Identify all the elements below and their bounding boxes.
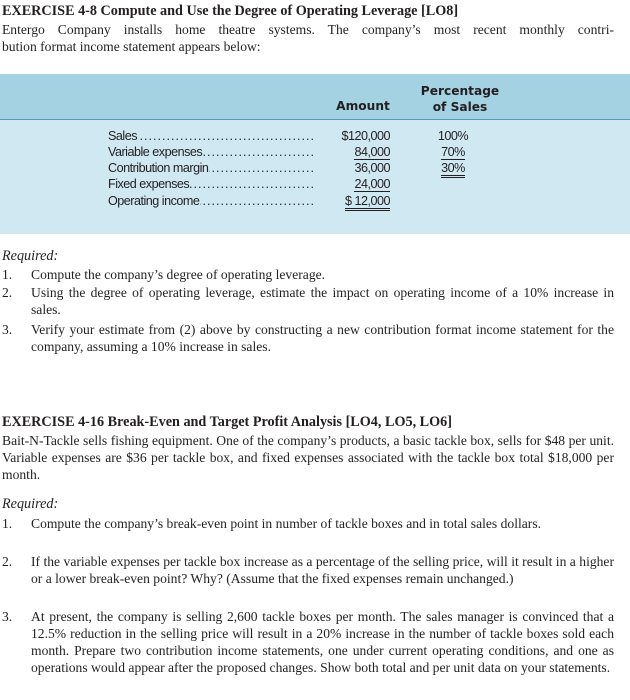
table-row [0, 145, 630, 161]
item-number: 3. [2, 322, 13, 337]
item-number: 2. [2, 554, 13, 569]
row-percent: 70% [441, 145, 465, 159]
item-text: Compute the company’s degree of operating leverage. [31, 267, 326, 282]
table-row [0, 129, 630, 145]
exercise-4-8-required-heading: Required: [2, 248, 59, 264]
row-amount: $120,000 [341, 129, 390, 143]
item-number: 3. [2, 609, 13, 624]
item-number: 1. [2, 267, 13, 282]
row-label: Operating income [108, 194, 200, 208]
item-number: 2. [2, 285, 13, 300]
exercise-4-16-required-heading: Required: [2, 496, 59, 512]
income-statement-header [0, 74, 630, 120]
column-header-amount: Amount [336, 99, 390, 113]
exercise-4-8-intro-line1: Entergo Company installs home theatre systems. The company’s most recent monthly contri- [2, 22, 614, 37]
item-number: 1. [2, 516, 13, 531]
column-header-percentage-line1: Percentage [420, 84, 500, 98]
row-amount: 24,000 [354, 177, 390, 191]
exercise-4-16-intro: Bait-N-Tackle sells fishing equipment. One of the company’s products, a basic tackle box, sells for $48 per unit. Variable expenses are $36 per tackle box, and fixed expenses associated with the tackle box total $18,000 per month. [2, 433, 614, 482]
row-amount: $ 12,000 [345, 194, 390, 211]
column-header-percentage-line2: of Sales [432, 100, 488, 114]
row-label: Variable expenses [108, 145, 203, 159]
table-row [0, 161, 630, 177]
row-label: Fixed expenses [108, 177, 190, 191]
exercise-4-8-title: EXERCISE 4-8 Compute and Use the Degree of Operating Leverage [LO8] [2, 3, 459, 19]
row-label: Sales [108, 129, 138, 143]
item-text: At present, the company is selling 2,600 tackle boxes per month. The sales manager is convinced that a 12.5% reduction in the selling price will result in a 20% increase in the number of tackle boxes sold each month. Prepare two contribution income statements, one under current operating conditions, and one as operations would appear after the proposed changes. Show both total and per unit data on your statements. [31, 609, 614, 675]
row-percent: 30% [441, 161, 465, 178]
item-text: Using the degree of operating leverage, estimate the impact on operating income of a 10% increase in sales. [31, 285, 614, 317]
exercise-4-16-title: EXERCISE 4-16 Break-Even and Target Profit Analysis [LO4, LO5, LO6] [2, 414, 452, 430]
item-text: Compute the company’s break-even point in number of tackle boxes and in total sales dollars. [31, 516, 542, 531]
exercise-4-8-intro-line2: bution format income statement appears below: [2, 39, 261, 54]
column-header-percentage [412, 83, 508, 115]
row-label: Contribution margin [108, 161, 209, 175]
row-amount: 36,000 [354, 161, 390, 175]
table-row [0, 177, 630, 193]
item-text: Verify your estimate from (2) above by constructing a new contribution format income statement for the company, assuming a 10% increase in sales. [31, 322, 614, 354]
row-amount: 84,000 [354, 145, 390, 159]
income-statement-table [0, 74, 630, 234]
row-percent: 100% [437, 129, 469, 143]
table-row [0, 194, 630, 210]
item-text: If the variable expenses per tackle box increase as a percentage of the selling price, will it result in a higher or a lower break-even point? Why? (Assume that the fixed expenses remain unchanged.) [31, 554, 614, 586]
